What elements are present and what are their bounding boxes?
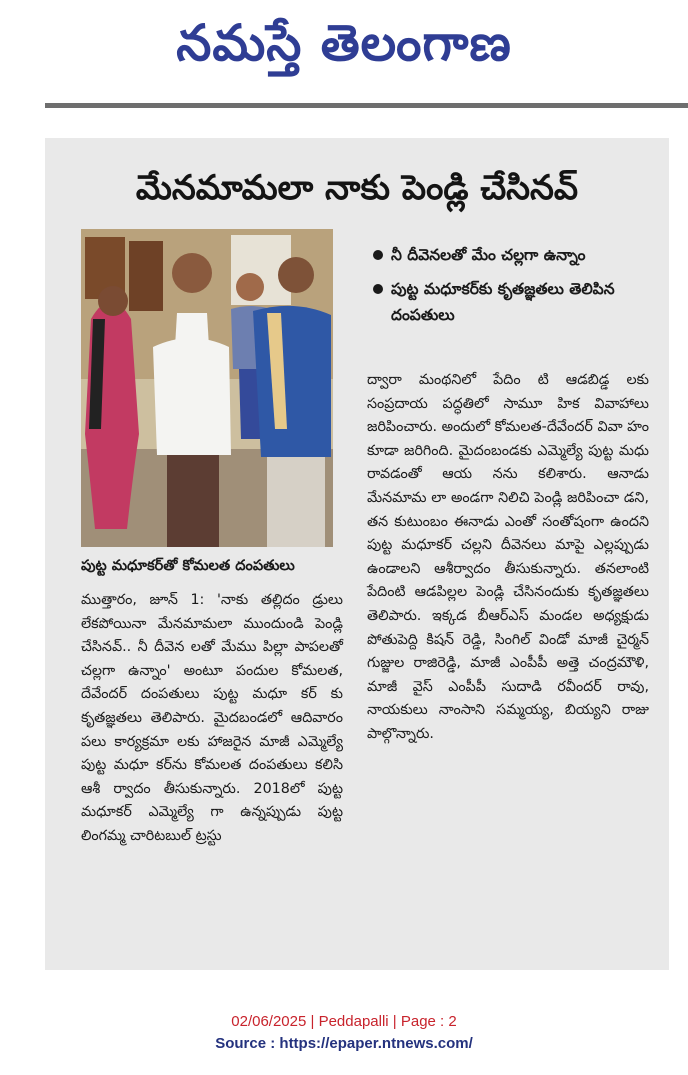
footer-source-link[interactable]: Source : https://epaper.ntnews.com/: [215, 1035, 473, 1052]
footer-date-edition: 02/06/2025 | Peddapalli | Page : 2: [231, 1013, 457, 1030]
article-headline: మేనమామలా నాకు పెండ్లి చేసినవ్: [135, 168, 579, 208]
photo-caption: పుట్ట మధూకర్‌తో కోమలత దంపతులు: [81, 558, 295, 574]
highlight-bullets: [373, 242, 653, 336]
article-body-right-column: ద్వారా మంథనిలో పేదిం టి ఆడబిడ్డ లకు సంప్రదాయ పద్ధతిలో సామూ హిక వివాహాలు జరిపించారు. అందులో కోమలత-దేవేందర్ వివా హం కూడా జరిగింది. మైదంబండకు ఎమ్మెల్యే పుట్ట మధు రావడంతో ఆయ నను కలిశారు. ఆనాడు మేనమామ లా అండగా నిలిచి పెండ్లి జరిపించా డని, తన కుటుంబం ఈనాడు ఎంతో సంతోషంగా ఉందని పుట్ట మధూకర్ చల్లని దీవెనలు మాపై ఎల్లప్పుడు ఉండాలని ఆశీర్వాదం తీసుకున్నారు. తనలాంటి పేదింటి ఆడపిల్లల పెండ్లి చేసినందుకు కృతజ్ఞతలు తెలిపారు. ఇక్కడ బీఆర్‌ఎస్ మండల అధ్యక్షుడు పోతుపెద్ది కిషన్ రెడ్డి, సింగిల్ విండో మాజీ చైర్మన్ గుజ్జుల రాజిరెడ్డి, మాజీ ఎంపీపీ అత్తె చంద్రమౌళి, మాజీ వైస్ ఎంపీపీ సుదాడి రవీందర్ రావు, నాయకులు నాంసాని సమ్మయ్య, బియ్యని రాజు పాల్గొన్నారు.: [367, 372, 650, 742]
bullet-dot-icon: [373, 250, 383, 260]
bullet-text: పుట్ట మధూకర్‌కు కృతజ్ఞతలు తెలిపిన దంపతులు: [391, 280, 615, 324]
bullet-dot-icon: [373, 284, 383, 294]
photo-illustration: [81, 229, 333, 547]
article-body-left-column: ముత్తారం, జూన్ 1: 'నాకు తల్లిదం డ్రులు లేకపోయినా మేనమామలా ముందుండి పెండ్లి చేసినవ్.. నీ దీవెన లతో మేము పిల్లా పాపలతో చల్లగా ఉన్నాం' అంటూ పందుల కోమలత, దేవేందర్ దంపతులు పుట్ట మధూ కర్ కు కృతజ్ఞతలు తెలిపారు. మైదబండలో ఆదివారం పలు కార్యక్రమా లకు హాజరైన మాజీ ఎమ్మెల్యే పుట్ట మధూ కర్‌ను కోమలత దంపతులు కలిసి ఆశీ ర్వాదం తీసుకున్నారు. 2018లో పుట్ట మధూకర్ ఎమ్మెల్యే గా ఉన్నప్పుడు పుట్ట లింగమ్మ చారిటబుల్ ట్రస్టు: [81, 592, 343, 844]
article-photo: [81, 229, 333, 547]
page-footer: [0, 1011, 688, 1055]
masthead-divider: [45, 103, 688, 108]
highlight-bullet: [373, 276, 653, 328]
newspaper-masthead: [0, 8, 688, 78]
highlight-bullet: [373, 242, 653, 268]
masthead-title: నమస్తే తెలంగాణ: [176, 13, 512, 72]
bullet-text: నీ దీవెనలతో మేం చల్లగా ఉన్నాం: [391, 246, 586, 264]
news-clipping: [45, 138, 669, 970]
